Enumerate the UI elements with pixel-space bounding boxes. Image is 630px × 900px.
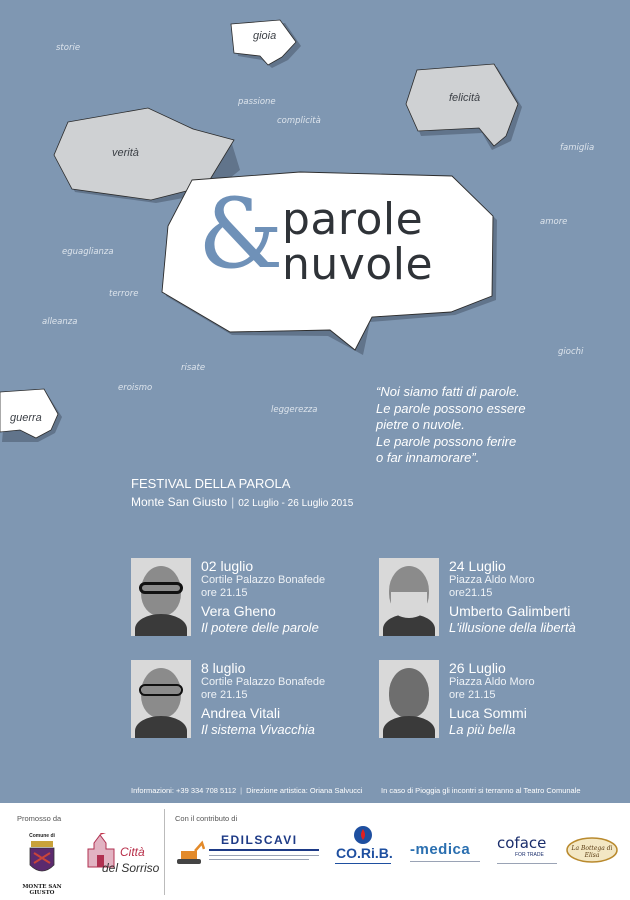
word-risate: risate: [181, 363, 206, 373]
comune-logo: [17, 833, 67, 896]
rain-notice: In caso di Pioggia gli incontri si terranno al Teatro Comunale: [381, 786, 581, 795]
event-location: Cortile Palazzo Bonafede: [201, 676, 326, 688]
quote-line: Le parole possono ferire: [376, 433, 517, 449]
speaker-photo: [131, 660, 191, 738]
footer-sponsors: [0, 803, 630, 900]
event-speaker: Umberto Galimberti: [449, 603, 571, 619]
word-terrore: terrore: [109, 289, 139, 299]
festival-place: [131, 495, 353, 509]
event-time: ore 21.15: [201, 689, 248, 701]
event-location: Cortile Palazzo Bonafede: [201, 574, 326, 586]
festival-name: FESTIVAL DELLA PAROLA: [131, 476, 291, 491]
speaker-photo: [131, 558, 191, 636]
quote-line: Le parole possono essere: [376, 400, 526, 416]
comune-name: MONTE SAN GIUSTO: [22, 884, 62, 896]
word-famiglia: famiglia: [560, 143, 595, 153]
event-location: Piazza Aldo Moro: [449, 676, 535, 688]
comune-label: Comune di: [29, 833, 55, 839]
event-title: La più bella: [449, 722, 516, 737]
event-card: [131, 660, 361, 740]
edilscavi-text: EDILSCAVI: [221, 833, 298, 847]
quote-line: “Noi siamo fatti di parole.: [376, 384, 520, 399]
place-name: Monte San Giusto: [131, 495, 228, 509]
event-card: [131, 558, 361, 638]
title-parole: parole: [282, 194, 424, 245]
coface-logo: [497, 834, 557, 864]
event-speaker: Andrea Vitali: [201, 705, 281, 721]
corib-logo: [333, 825, 393, 875]
word-eguaglianza: eguaglianza: [62, 247, 114, 257]
festival-dates: 02 Luglio - 26 Luglio 2015: [238, 498, 354, 509]
event-date: 24 Luglio: [449, 558, 506, 574]
word-complicita: complicità: [277, 116, 321, 126]
bubble-text-felicita: felicità: [449, 92, 481, 104]
event-title: Il potere delle parole: [201, 620, 319, 635]
excavator-icon: [175, 837, 205, 867]
word-eroismo: eroismo: [118, 383, 153, 393]
event-location: Piazza Aldo Moro: [449, 574, 535, 586]
bottega-text: La Bottega di Elisa: [571, 845, 613, 859]
quote-line: o far innamorare”.: [376, 450, 480, 465]
crest-icon: [17, 839, 67, 879]
quote: [376, 384, 596, 467]
drop-icon: [353, 825, 373, 845]
word-giochi: giochi: [558, 347, 584, 357]
word-storie: storie: [56, 43, 81, 53]
citta-del-sorriso-logo: [82, 833, 162, 889]
bubble-text-verita: verità: [112, 147, 139, 159]
event-time: ore 21.15: [201, 587, 248, 599]
medica-text: -medica: [410, 841, 471, 858]
bubble-text-gioia: gioia: [253, 30, 277, 42]
speaker-photo: [379, 660, 439, 738]
event-title: Il sistema Vivacchia: [201, 722, 315, 737]
word-passione: passione: [238, 97, 276, 107]
title-nuvole: nuvole: [282, 239, 434, 290]
word-amore: amore: [540, 217, 568, 227]
medica-logo: [410, 841, 480, 862]
info-line: [131, 786, 362, 795]
event-speaker: Luca Sommi: [449, 705, 527, 721]
corib-text: CO.Ri.B.: [336, 845, 393, 861]
word-leggerezza: leggerezza: [271, 405, 318, 415]
event-title: L'illusione della libertà: [449, 620, 576, 635]
separator: |: [231, 495, 235, 509]
event-time: ore21.15: [449, 587, 493, 599]
event-time: ore 21.15: [449, 689, 496, 701]
separator: |: [240, 786, 243, 795]
word-alleanza: alleanza: [42, 317, 78, 327]
divider: [164, 809, 165, 895]
event-card: [379, 660, 609, 740]
bottega-logo: [566, 837, 618, 863]
contribution-label: Con il contributo di: [175, 814, 238, 823]
title-ampersand: &: [198, 178, 284, 290]
event-date: 26 Luglio: [449, 660, 506, 676]
bubble-text-guerra: guerra: [10, 412, 42, 424]
event-speaker: Vera Gheno: [201, 603, 276, 619]
quote-line: pietre o nuvole.: [376, 417, 465, 432]
info-direction: Direzione artistica: Oriana Salvucci: [246, 786, 363, 795]
event-date: 8 luglio: [201, 660, 246, 676]
coface-sub: FOR TRADE: [515, 852, 544, 858]
edilscavi-logo: [175, 827, 325, 877]
promoted-label: Promosso da: [17, 814, 62, 823]
citta-text: Città: [120, 845, 145, 859]
speaker-photo: [379, 558, 439, 636]
sorriso-text: del Sorriso: [102, 861, 160, 875]
event-date: 02 luglio: [201, 558, 254, 574]
event-card: [379, 558, 609, 638]
coface-text: coface: [497, 834, 547, 852]
info-phone: Informazioni: +39 334 708 5112: [131, 786, 237, 795]
